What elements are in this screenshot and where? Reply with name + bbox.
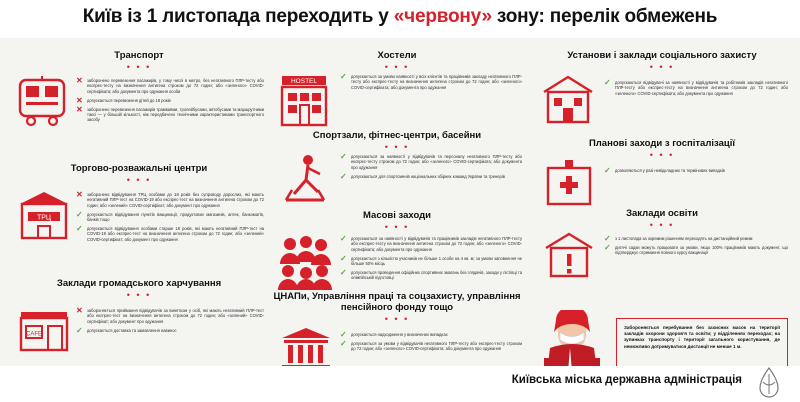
svg-text:CAFE: CAFE (25, 331, 43, 338)
check-icon: ✓ (604, 242, 611, 252)
dots-divider: • • • (649, 220, 675, 230)
section-title: Установи і заклади соціального захисту (567, 50, 757, 61)
section-social-protection (536, 50, 788, 71)
section-title: Масові заходи (363, 210, 431, 221)
list-item (76, 104, 264, 123)
item-text: допускається відвідування особами старше 18 років, які мають негативний ПЛР-тест на COVID-19 або експрес-тест на визначення антигена строком до 72 годин; або «зелений» COVID-сертифікат; або документ про одужання (87, 226, 264, 242)
check-icon: ✓ (340, 234, 347, 243)
title-part-2: зону: перелік обмежень (491, 6, 718, 27)
section-title: Планові заходи з госпіталізації (588, 138, 736, 149)
item-text: допускається відвідування пунктів вакцинації, продуктових магазинів, аптек, банкоматів, банків тощо (87, 211, 264, 223)
gyms-items (340, 152, 522, 183)
svg-text:HOSTEL: HOSTEL (290, 78, 318, 86)
dots-divider: • • • (649, 150, 675, 160)
hostel-building-icon (276, 72, 332, 130)
item-text: допускаються для спортсменів національних збірних команд України та тренерів (351, 173, 505, 179)
list-item (340, 270, 522, 281)
crowd-icon (276, 234, 332, 290)
list-item (76, 78, 264, 94)
cross-icon: ✕ (76, 190, 83, 199)
dots-divider: • • • (384, 62, 410, 72)
content-band (0, 38, 800, 366)
item-text: заборонено перевезення пасажирів, у тому числі в метро, без негативного ПЛР-тесту або експрес-тесту на визначення антигена строком до 72 годин; або «зеленого» COVID-сертифіката; або документа про одужання особи (87, 78, 264, 94)
kyiv-coat-of-arms-icon (750, 366, 788, 400)
malls-items (76, 190, 264, 246)
organization-name: Київська міська державна адміністрація (511, 374, 742, 386)
check-icon: ✓ (340, 330, 347, 339)
list-item (340, 338, 522, 352)
list-item (340, 332, 522, 337)
section-title: Хостели (377, 50, 417, 61)
section-title: Заклади освіти (626, 208, 698, 219)
section-mass-events (272, 210, 522, 231)
list-item (76, 95, 264, 105)
check-icon: ✓ (604, 78, 611, 87)
dots-divider: • • • (384, 314, 410, 324)
government-office-icon (280, 326, 332, 370)
list-item (340, 253, 522, 267)
check-icon: ✓ (340, 152, 347, 161)
hospitalization-items (604, 166, 788, 177)
list-item (604, 80, 788, 96)
section-title: Заклади громадського харчування (56, 278, 222, 289)
list-item (76, 226, 264, 242)
check-icon: ✓ (76, 224, 83, 234)
item-text: допускається перевезення дітей до 18 років (87, 97, 171, 103)
list-item (604, 236, 788, 241)
check-icon: ✓ (604, 166, 611, 175)
list-item (76, 192, 264, 208)
item-text: дозволяються у разі невідкладних та термінових випадків (615, 168, 725, 173)
cross-icon: ✕ (76, 76, 83, 85)
list-item (76, 308, 264, 324)
transport-items (76, 76, 264, 126)
cnap-items (340, 330, 522, 355)
check-icon: ✓ (340, 268, 347, 278)
section-transport (14, 50, 264, 71)
dots-divider: • • • (126, 290, 152, 300)
footer (0, 366, 800, 400)
warning-text: Забороняється перебування без захисних масок на території закладів охорони здоров'я та освіти; у відділеннях переходах; на зупинках транспорту і території загального користування, де неможливо дотримуватися дистанції не менше 1 м. (624, 325, 780, 349)
social-protection-items (604, 78, 788, 100)
cross-icon: ✕ (76, 306, 83, 315)
page-title (0, 6, 800, 28)
check-icon: ✓ (340, 253, 347, 263)
item-text: допускається за умови у відвідувачів негативного ПЛР-тесту або експрес-тесту строком до 72 годин; або «зеленого» COVID-сертифіката; або документа про одужання (351, 340, 522, 352)
section-education (536, 208, 788, 229)
check-icon: ✓ (340, 338, 347, 348)
section-title: Транспорт (114, 50, 164, 61)
social-institution-icon (540, 74, 596, 126)
svg-text:ТРЦ: ТРЦ (36, 214, 52, 222)
item-text: допускається за умови наявності у всіх клієнтів та працівників закладу негативного ПЛР-тесту або експрес-тесту на визначення антигена строком до 72 годин; або «зеленого» COVID-сертифіката; або документа про одужання (351, 74, 522, 90)
list-item (340, 154, 522, 170)
education-items (604, 234, 788, 259)
item-text: допускається надходження у визначених випадках (351, 332, 448, 337)
check-icon: ✓ (340, 72, 347, 81)
section-catering (14, 278, 264, 299)
hospital-icon (542, 160, 596, 208)
item-text: допускаються за наявності у відвідувачів та персоналу негативного ПЛР-тесту або експрес-тесту строком до 72 годин; або «зеленого» COVID-сертифіката; або документа про одужання (351, 154, 522, 170)
mass-events-items (340, 234, 522, 284)
hostels-items (340, 72, 522, 94)
section-title: Торгово-розважальні центри (70, 163, 208, 174)
list-item (604, 168, 788, 173)
title-part-1: Київ із 1 листопада переходить у (82, 6, 394, 27)
cafe-icon (16, 306, 72, 356)
check-icon: ✓ (604, 234, 611, 243)
exclamation-icon (542, 230, 596, 280)
section-hospitalization (536, 138, 788, 159)
shopping-mall-icon (16, 190, 72, 242)
item-text: з 1 листопада за окремим рішенням переходять на дистанційний режим (615, 236, 753, 241)
list-item (340, 74, 522, 90)
header (0, 0, 800, 39)
section-gyms (272, 130, 522, 151)
dots-divider: • • • (384, 222, 410, 232)
item-text: дитячі садки можуть працювати за умови, якщо 100% працівників мають документ, що підтверджує отримання повного курсу вакцинації (615, 244, 788, 256)
item-text: допускається з кількістю учасників не більше 1 особи на 4 кв. м; за умови заповнення не більше 50% місць (351, 255, 522, 267)
item-text: допускається доставка та замовлення навинос (87, 327, 177, 333)
cross-icon: ✕ (76, 95, 83, 105)
item-text: допускаються за наявності у відвідувачів та працівників закладів негативного ПЛР-тесту або експрес-тесту на визначення антигена строком до 72 годин; або «зеленого» COVID-сертифіката; або документа про одужання (351, 236, 522, 252)
gym-trainer-icon (278, 152, 332, 208)
title-highlight: «червону» (393, 6, 492, 27)
check-icon: ✓ (76, 325, 83, 335)
section-title: Спортзали, фітнес-центри, басейни (312, 130, 482, 141)
check-icon: ✓ (340, 171, 347, 181)
section-malls (14, 163, 264, 184)
list-item (604, 242, 788, 256)
dots-divider: • • • (384, 142, 410, 152)
section-hostels (272, 50, 522, 71)
catering-items (76, 306, 264, 337)
item-text: заборонено відвідування ТРЦ особами до 18 років без супроводу дорослих, які мають негативний ПЛР-тест на COVID-19 або експрес-тест на визначення антигена строком до 72 годин; або «зелений» COVID-сертифікат; або документ про одужання (87, 192, 264, 208)
tram-icon (14, 76, 72, 128)
item-text: допускаються відвідувачі за наявності у відвідувачів та робітників закладів негативного ПЛР-тесту або експрес-тесту на визначення антигена строком до 72 годин; або «зеленого» COVID-сертифіката; або документа про одужання (615, 80, 788, 96)
item-text: допускається проведення офіційних спортивних змагань без глядачів, заходи у лістівці та олімпійській підготовці (351, 270, 522, 281)
list-item (340, 171, 522, 181)
section-cnap (272, 291, 522, 323)
item-text: заборонено перевезення пасажирів трамваями, тролейбусами, автобусами та маршрутними таксі — у більшій кількості, ніж передбачено технічними характеристиками транспортного засобу (87, 106, 264, 123)
cross-icon: ✕ (76, 104, 83, 114)
item-text: забороняється приймання відвідувачів за винятком у осіб, які мають негативний ПЛР-тест або експрес-тест на визначення антигена строком до 72 годин; або «зелений» COVID-сертифікат; або документ про одужання (87, 308, 264, 324)
check-icon: ✓ (76, 209, 83, 219)
dots-divider: • • • (649, 62, 675, 72)
list-item (76, 325, 264, 335)
list-item (76, 209, 264, 223)
dots-divider: • • • (126, 175, 152, 185)
list-item (340, 236, 522, 252)
dots-divider: • • • (126, 62, 152, 72)
section-title: ЦНАПи, Управління праці та соцзахисту, управління пенсійного фонду тощо (273, 291, 521, 313)
